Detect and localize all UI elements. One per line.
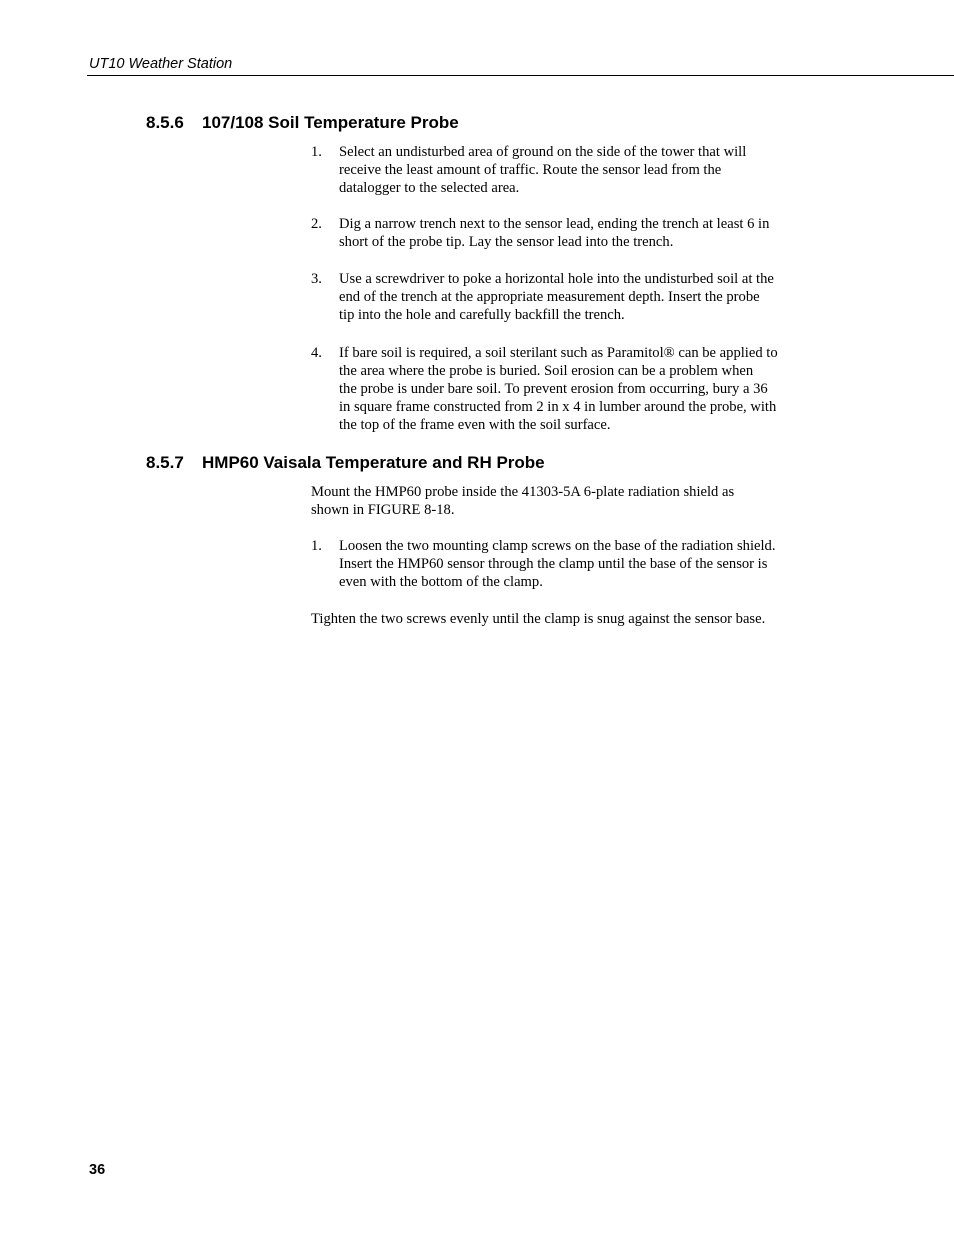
section-heading-8-5-6 bbox=[146, 112, 459, 134]
text-line: If bare soil is required, a soil sterilant such as Paramitol® can be applied to bbox=[339, 345, 778, 361]
section-number: 8.5.6 bbox=[146, 113, 184, 132]
list-marker: 3. bbox=[311, 271, 322, 287]
list-item-text bbox=[339, 215, 811, 251]
text-line: Use a screwdriver to poke a horizontal hole into the undisturbed soil at the bbox=[339, 271, 774, 287]
text-line: Insert the HMP60 sensor through the clamp until the base of the sensor is bbox=[339, 556, 768, 572]
list-item-text bbox=[339, 344, 811, 434]
list-item bbox=[311, 270, 811, 324]
list-item-text bbox=[339, 537, 811, 591]
list-marker: 1. bbox=[311, 538, 322, 554]
text-line: Tighten the two screws evenly until the clamp is snug against the sensor base. bbox=[311, 611, 766, 627]
header-divider bbox=[87, 75, 954, 76]
list-item-text bbox=[339, 270, 811, 324]
text-line: the top of the frame even with the soil surface. bbox=[339, 417, 611, 433]
text-line: receive the least amount of traffic. Route the sensor lead from the bbox=[339, 162, 722, 178]
section-number: 8.5.7 bbox=[146, 453, 184, 472]
text-line: the probe is under bare soil. To prevent erosion from occurring, bury a 36 bbox=[339, 381, 768, 397]
text-line: end of the trench at the appropriate measurement depth. Insert the probe bbox=[339, 289, 760, 305]
running-header: UT10 Weather Station bbox=[89, 56, 233, 72]
list-item bbox=[311, 215, 811, 251]
section-title: HMP60 Vaisala Temperature and RH Probe bbox=[202, 453, 545, 472]
page-number: 36 bbox=[89, 1162, 106, 1178]
list-marker: 1. bbox=[311, 144, 322, 160]
text-line: the area where the probe is buried. Soil erosion can be a problem when bbox=[339, 363, 754, 379]
text-line: even with the bottom of the clamp. bbox=[339, 574, 543, 590]
list-item bbox=[311, 344, 811, 434]
text-line: Dig a narrow trench next to the sensor lead, ending the trench at least 6 in bbox=[339, 216, 770, 232]
list-marker: 2. bbox=[311, 216, 322, 232]
list-item-text bbox=[339, 143, 811, 197]
text-line: Loosen the two mounting clamp screws on the base of the radiation shield. bbox=[339, 538, 776, 554]
list-marker: 4. bbox=[311, 345, 322, 361]
text-line: short of the probe tip. Lay the sensor lead into the trench. bbox=[339, 234, 674, 250]
text-line: Select an undisturbed area of ground on the side of the tower that will bbox=[339, 144, 747, 160]
text-line: tip into the hole and carefully backfill the trench. bbox=[339, 307, 625, 323]
list-item bbox=[311, 143, 811, 197]
text-line: Mount the HMP60 probe inside the 41303-5A 6-plate radiation shield as bbox=[311, 484, 735, 500]
text-line: in square frame constructed from 2 in x 4 in lumber around the probe, with bbox=[339, 399, 777, 415]
intro-paragraph bbox=[311, 483, 811, 519]
section-title: 107/108 Soil Temperature Probe bbox=[202, 113, 459, 132]
closing-paragraph bbox=[311, 610, 811, 628]
section-heading-8-5-7 bbox=[146, 452, 545, 474]
list-item bbox=[311, 537, 811, 591]
text-line: datalogger to the selected area. bbox=[339, 180, 520, 196]
text-line: shown in FIGURE 8-18. bbox=[311, 502, 455, 518]
